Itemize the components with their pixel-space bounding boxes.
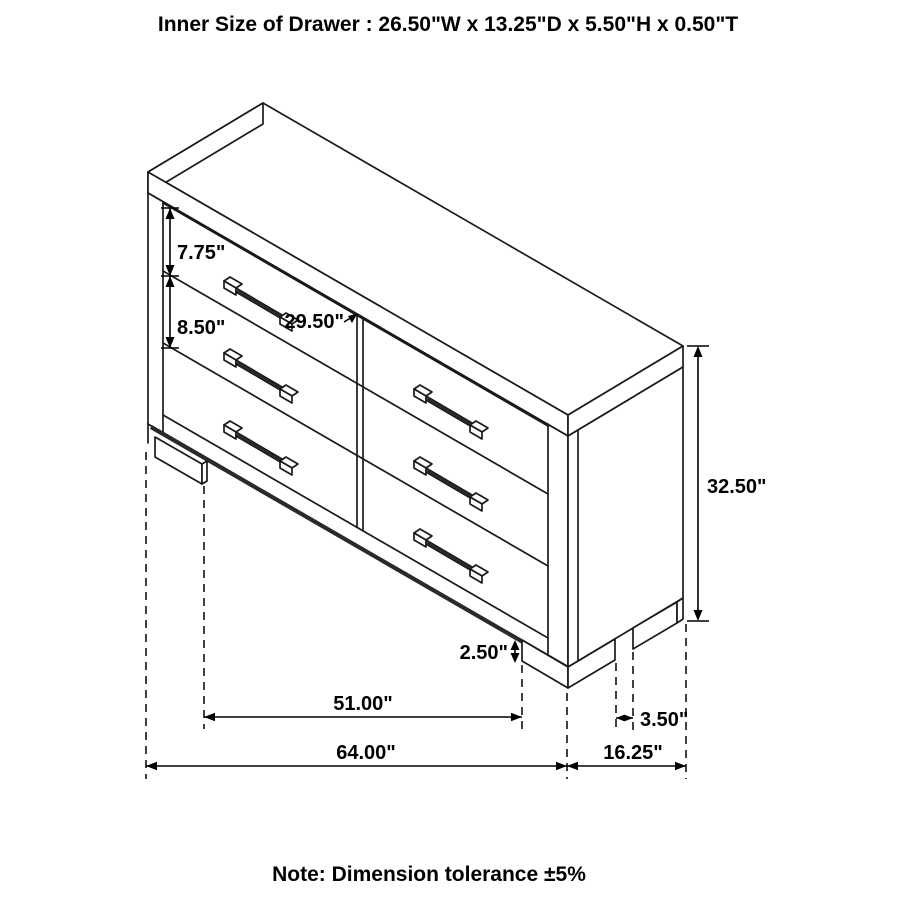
tolerance-note: Note: Dimension tolerance ±5% [272,863,586,886]
dresser-body [148,103,683,688]
label-overall-depth: 16.25" [603,742,663,764]
dimension-leg-depth [616,652,688,731]
label-overall-height: 32.50" [707,476,767,498]
label-drawer1-height: 7.75" [177,242,226,264]
label-leg-span: 51.00" [333,693,393,715]
label-leg-depth: 3.50" [640,709,689,731]
page-title: Inner Size of Drawer : 26.50"W x 13.25"D x 5.50"H x 0.50"T [157,13,739,36]
label-base-height: 2.50" [459,642,508,664]
label-drawer-width: 29.50" [284,311,344,333]
front-left-foot-side [202,461,207,484]
dimension-base-height [460,640,520,664]
right-back-foot-corner [677,598,683,623]
dimension-overall-height [687,346,767,621]
label-drawer2-height: 8.50" [177,317,226,339]
label-overall-width: 64.00" [336,742,396,764]
